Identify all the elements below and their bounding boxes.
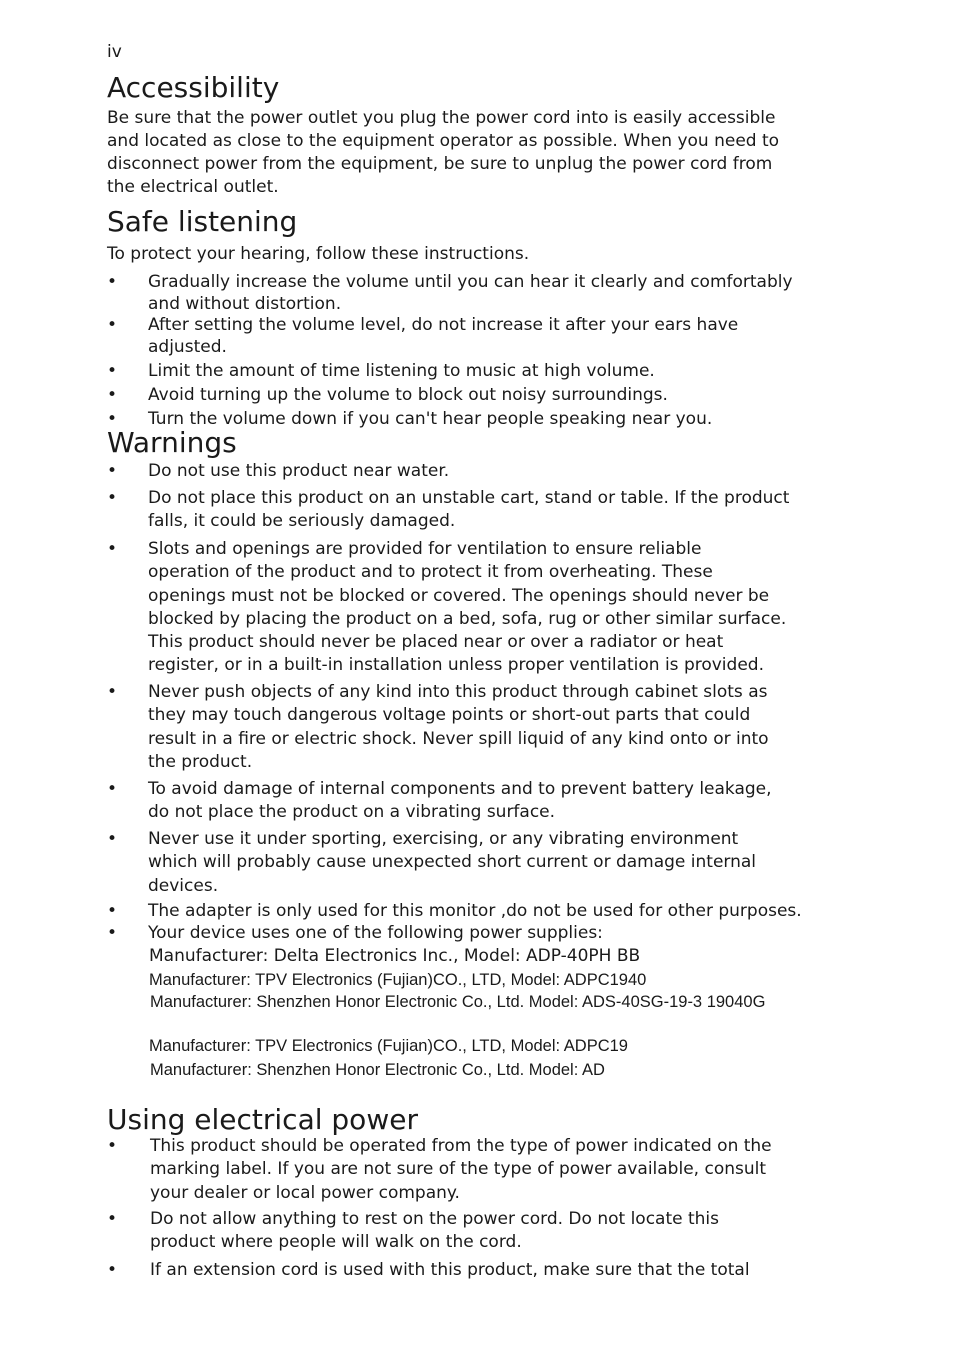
bullet: • bbox=[107, 1260, 118, 1280]
item-line: register, or in a built-in installation unless proper ventilation is provided. bbox=[148, 655, 764, 676]
bullet: • bbox=[107, 1136, 118, 1156]
paragraph-line: disconnect power from the equipment, be sure to unplug the power cord from bbox=[107, 154, 773, 174]
item-line: Your device uses one of the following power supplies: bbox=[148, 923, 603, 943]
item-line: blocked by placing the product on a bed, sofa, rug or other similar surface. bbox=[148, 608, 787, 629]
power-supply-line: Manufacturer: Shenzhen Honor Electronic Co., Ltd. Model: ADS-40SG-19-3 19040G bbox=[150, 993, 766, 1011]
paragraph-line: and located as close to the equipment operator as possible. When you need to bbox=[107, 131, 780, 151]
item-line: If an extension cord is used with this product, make sure that the total bbox=[150, 1260, 750, 1280]
item-line: This product should never be placed near or over a radiator or heat bbox=[148, 632, 724, 653]
bullet: • bbox=[107, 923, 118, 943]
item-line: Gradually increase the volume until you can hear it clearly and comfortably bbox=[148, 272, 793, 292]
safe-listening-heading: Safe listening bbox=[107, 205, 298, 238]
bullet: • bbox=[107, 409, 118, 429]
item-line: falls, it could be seriously damaged. bbox=[148, 511, 456, 532]
item-line: This product should be operated from the type of power indicated on the bbox=[150, 1136, 772, 1156]
bullet: • bbox=[107, 901, 118, 921]
item-line: Never use it under sporting, exercising, or any vibrating environment bbox=[148, 829, 739, 849]
item-line: devices. bbox=[148, 875, 219, 896]
item-line: adjusted. bbox=[148, 337, 227, 358]
item-line: which will probably cause unexpected short current or damage internal bbox=[148, 852, 757, 873]
item-line: Do not use this product near water. bbox=[148, 461, 450, 481]
bullet: • bbox=[107, 829, 118, 849]
power-supply-line: Manufacturer: Shenzhen Honor Electronic Co., Ltd. Model: AD bbox=[150, 1061, 605, 1079]
bullet: • bbox=[107, 682, 118, 702]
item-line: do not place the product on a vibrating surface. bbox=[148, 802, 556, 823]
item-line: To avoid damage of internal components and to prevent battery leakage, bbox=[148, 779, 772, 799]
warnings-heading: Warnings bbox=[107, 426, 237, 459]
item-line: openings must not be blocked or covered. The openings should never be bbox=[148, 585, 770, 606]
paragraph-line: Be sure that the power outlet you plug the power cord into is easily accessible bbox=[107, 108, 776, 128]
item-line: Avoid turning up the volume to block out noisy surroundings. bbox=[148, 385, 668, 405]
power-supply-line: Manufacturer: TPV Electronics (Fujian)CO., LTD, Model: ADPC19 bbox=[149, 1037, 628, 1055]
item-line: Limit the amount of time listening to music at high volume. bbox=[148, 361, 655, 381]
accessibility-heading: Accessibility bbox=[107, 71, 280, 104]
bullet: • bbox=[107, 461, 118, 481]
electrical-power-heading: Using electrical power bbox=[107, 1103, 418, 1136]
power-supply-line: Manufacturer: TPV Electronics (Fujian)CO., LTD, Model: ADPC1940 bbox=[149, 971, 647, 989]
item-line: your dealer or local power company. bbox=[150, 1182, 460, 1203]
item-line: After setting the volume level, do not increase it after your ears have bbox=[148, 315, 739, 335]
bullet: • bbox=[107, 272, 118, 292]
bullet: • bbox=[107, 488, 118, 508]
bullet: • bbox=[107, 315, 118, 335]
item-line: marking label. If you are not sure of the type of power available, consult bbox=[150, 1159, 767, 1180]
bullet: • bbox=[107, 539, 118, 559]
power-supply-line: Manufacturer: Delta Electronics Inc., Model: ADP-40PH BB bbox=[149, 946, 641, 966]
bullet: • bbox=[107, 1209, 118, 1229]
item-line: Do not place this product on an unstable cart, stand or table. If the product bbox=[148, 488, 790, 508]
item-line: Slots and openings are provided for ventilation to ensure reliable bbox=[148, 539, 702, 559]
bullet: • bbox=[107, 779, 118, 799]
paragraph-line: the electrical outlet. bbox=[107, 177, 279, 197]
item-line: Do not allow anything to rest on the power cord. Do not locate this bbox=[150, 1209, 720, 1229]
safe-listening-intro: To protect your hearing, follow these instructions. bbox=[107, 244, 530, 264]
item-line: Never push objects of any kind into this product through cabinet slots as bbox=[148, 682, 768, 702]
item-line: Turn the volume down if you can't hear people speaking near you. bbox=[148, 409, 713, 429]
item-line: operation of the product and to protect it from overheating. These bbox=[148, 562, 713, 583]
bullet: • bbox=[107, 385, 118, 405]
item-line: result in a fire or electric shock. Never spill liquid of any kind onto or into bbox=[148, 728, 769, 749]
item-line: product where people will walk on the cord. bbox=[150, 1232, 522, 1253]
item-line: The adapter is only used for this monitor ,do not be used for other purposes. bbox=[148, 901, 802, 921]
bullet: • bbox=[107, 361, 118, 381]
page-number: iv bbox=[107, 42, 122, 62]
item-line: the product. bbox=[148, 751, 253, 772]
item-line: and without distortion. bbox=[148, 294, 342, 315]
item-line: they may touch dangerous voltage points or short-out parts that could bbox=[148, 705, 751, 726]
